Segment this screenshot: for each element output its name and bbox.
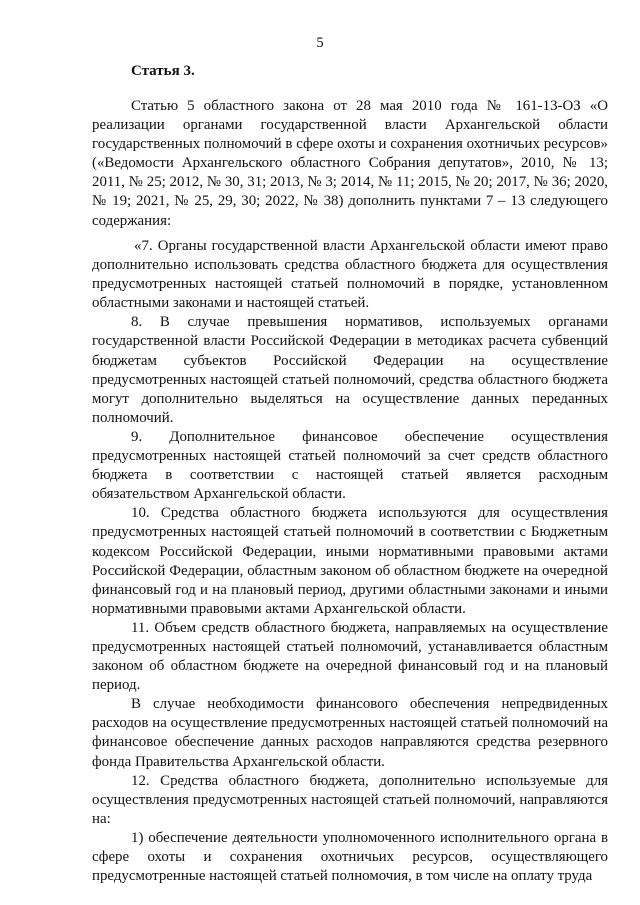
paragraph-10: 10. Средства областного бюджета используются для осуществления предусмотренных настоящей статьей полномочий в соответствии с Бюджетным кодексом Российской Федерации, иными нормативными правовыми актами Российской Федерации, областным законом об областном бюджете на очередной финансовый год и на плановый период, другими областными законами и иными нормативными правовыми актами Архангельской области. xyxy=(92,505,608,617)
paragraph-12-item-1: 1) обеспечение деятельности уполномоченного исполнительного органа в сфере охоты и сохранения охотничьих ресурсов, осуществляющего предусмотренные настоящей статьей полномочия, в том числе на оплату труда xyxy=(92,829,608,885)
intro-paragraph: Статью 5 областного закона от 28 мая 2010 года № 161-13-ОЗ «О реализации органами государственной власти Архангельской области государственных полномочий в сфере охоты и сохранения охотничьих ресурсов» («Ведомости Архангельского областного Собрания депутатов», 2010, № 13; 2011, № 25; 2012, № 30, 31; 2013, № 3; 2014, № 11; 2015, № 20; 2017, № 36; 2020, № 19; 2021, № 25, 29, 30; 2022, № 38) дополнить пунктами 7 – 13 следующего содержания: xyxy=(92,98,608,229)
paragraph-12: 12. Средства областного бюджета, дополнительно используемые для осуществления предусмотренных настоящей статьей полномочий, направляются на: xyxy=(92,772,608,827)
page-number: 5 xyxy=(316,35,324,51)
article-body xyxy=(92,237,608,886)
paragraph-8: 8. В случае превышения нормативов, используемых органами государственной власти Российской Федерации в методиках расчета субвенций бюджетам субъектов Российской Федерации на осуществление предусмотренных настоящей статьей полномочий, средства областного бюджета могут дополнительно выделяться на осуществление данных переданных полномочий. xyxy=(92,314,608,426)
paragraph-9: 9. Дополнительное финансовое обеспечение осуществления предусмотренных настоящей статьей полномочий за счет средств областного бюджета в соответствии с настоящей статьей является расходным обязательством Архангельской области. xyxy=(92,428,608,503)
intro-block xyxy=(92,97,608,231)
paragraph-7: «7. Органы государственной власти Архангельской области имеют право дополнительно использовать средства областного бюджета для осуществления предусмотренных настоящей статьей полномочий в порядке, установленном областными законами и настоящей статьей. xyxy=(92,238,608,312)
paragraph-11: 11. Объем средств областного бюджета, направляемых на осуществление предусмотренных настоящей статьей полномочий, устанавливается областным законом об областном бюджете на очередной финансовый год и на плановый период. xyxy=(92,619,608,694)
article-title: Статья 3. xyxy=(131,63,195,79)
paragraph-11-reserve-fund: В случае необходимости финансового обеспечения непредвиденных расходов на осуществление предусмотренных настоящей статьей полномочий на финансовое обеспечение данных расходов направляются средства резервного фонда Правительства Архангельской области. xyxy=(92,696,608,770)
